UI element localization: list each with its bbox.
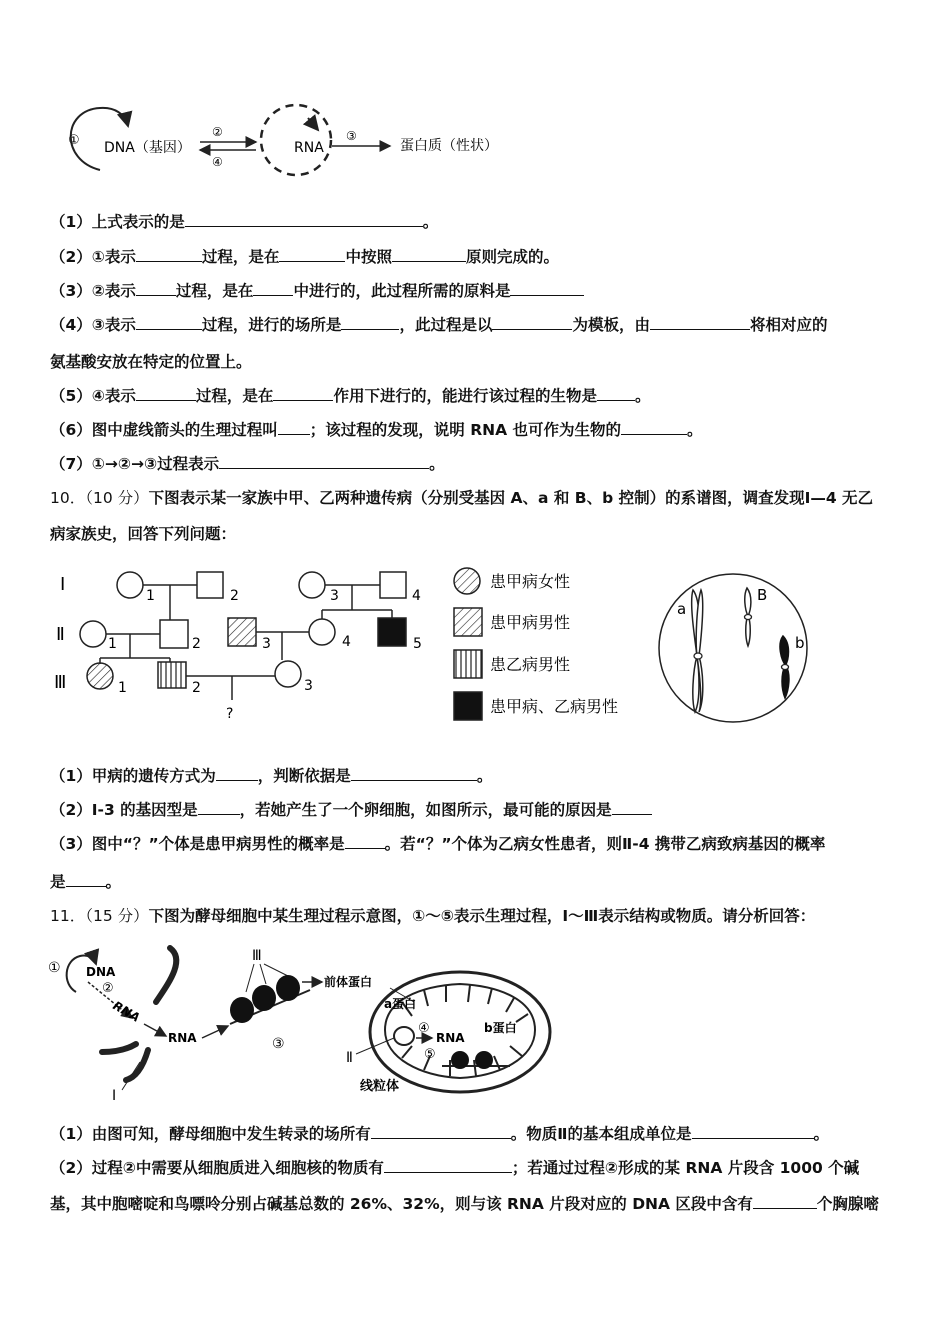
dna-gene-label: DNA（基因） xyxy=(104,140,191,156)
label-ii4: 4 xyxy=(342,634,351,650)
label-i1: 1 xyxy=(146,588,155,604)
pedigree-chart xyxy=(50,560,440,730)
circle-3: ③ xyxy=(272,1036,285,1052)
ribosome xyxy=(230,997,254,1023)
ribosome xyxy=(276,975,300,1001)
b-protein-label: b蛋白 xyxy=(484,1021,517,1035)
label-chromosome-a: a xyxy=(677,600,687,618)
rna-label: RNA xyxy=(294,140,324,156)
answer-blank[interactable] xyxy=(279,247,345,262)
individual-iii3 xyxy=(275,661,301,687)
mitochondrion-label: 线粒体 xyxy=(360,1079,400,1094)
answer-blank[interactable] xyxy=(66,872,106,887)
q9-part1: （1）上式表示的是 。 xyxy=(50,213,439,231)
circle-3-label: ③ xyxy=(346,129,357,143)
answer-blank[interactable] xyxy=(371,1124,511,1139)
mito-ribosome xyxy=(451,1051,469,1069)
q11-part2-continued: 基，其中胞嘧啶和鸟嘌呤分别占碱基总数的 26%、32%，则与该 RNA 片段对应的 DNA 区段中含有 个胸腺嘧 xyxy=(50,1195,879,1213)
generation-iii-label: Ⅲ xyxy=(54,672,67,693)
generation-ii-label: Ⅱ xyxy=(56,624,65,645)
nuclear-envelope xyxy=(156,948,176,1002)
mitochondrial-dna xyxy=(394,1027,414,1045)
answer-blank[interactable] xyxy=(278,420,310,435)
answer-blank[interactable] xyxy=(692,1124,814,1139)
individual-ii4 xyxy=(309,619,335,645)
legend-affected-female-a: 患甲病女性 xyxy=(490,572,571,591)
rna-replication-arrowhead xyxy=(308,118,318,130)
circle-1-label: ① xyxy=(68,133,80,148)
legend-affected-male-a: 患甲病男性 xyxy=(490,613,571,632)
answer-blank[interactable] xyxy=(136,386,196,401)
a-protein-label: a蛋白 xyxy=(384,997,417,1011)
individual-i1 xyxy=(117,572,143,598)
nuclear-envelope xyxy=(102,1044,136,1052)
q10-stem-line2: 病家族史，回答下列问题： xyxy=(50,525,237,543)
individual-ii3 xyxy=(228,618,256,646)
label-ii5: 5 xyxy=(413,636,422,652)
answer-blank[interactable] xyxy=(492,315,572,330)
label-chromosome-B: B xyxy=(757,586,768,604)
mrna-to-ribosome-arrow xyxy=(202,1026,228,1038)
answer-blank[interactable] xyxy=(753,1194,817,1209)
generation-i-label: Ⅰ xyxy=(60,574,66,595)
cytoplasm-rna-label: RNA xyxy=(168,1031,197,1045)
answer-blank[interactable] xyxy=(384,1158,512,1173)
nuclear-dna-label: DNA xyxy=(86,965,116,979)
q11-part1: （1）由图可知，酵母细胞中发生转录的场所有 。物质Ⅱ的基本组成单位是 。 xyxy=(50,1125,830,1143)
q10-part1: （1）甲病的遗传方式为 ，判断依据是 。 xyxy=(50,767,493,785)
q9-part4-continued: 氨基酸安放在特定的位置上。 xyxy=(50,353,252,371)
structure-i-label: Ⅰ xyxy=(112,1088,117,1100)
individual-iii1 xyxy=(87,663,113,689)
q10-part2: （2）Ⅰ-3 的基因型是 ，若她产生了一个卵细胞，如图所示，最可能的原因是 xyxy=(50,800,652,820)
label-iii1: 1 xyxy=(118,680,127,696)
legend-affected-male-b-symbol xyxy=(454,650,482,678)
individual-i3 xyxy=(299,572,325,598)
circle-1: ① xyxy=(48,960,61,976)
q9-part2: （2）①表示 过程，是在 中按照 原则完成的。 xyxy=(50,248,559,266)
pedigree-legend xyxy=(450,562,650,722)
nuclear-rna-label: RNA xyxy=(110,998,143,1025)
q9-part6: （6）图中虚线箭头的生理过程叫 ；该过程的发现，说明 RNA 也可作为生物的 。 xyxy=(50,421,703,439)
legend-affected-male-ab: 患甲病、乙病男性 xyxy=(490,697,619,716)
label-iii3: 3 xyxy=(304,678,313,694)
legend-affected-male-a-symbol xyxy=(454,608,482,636)
label-i2: 2 xyxy=(230,588,239,604)
individual-i4 xyxy=(380,572,406,598)
structure-iii-label: Ⅲ xyxy=(252,948,262,964)
label-ii2: 2 xyxy=(192,636,201,652)
central-dogma-diagram xyxy=(60,100,520,180)
circle-2: ② xyxy=(102,981,114,996)
answer-blank[interactable] xyxy=(597,386,635,401)
individual-ii2 xyxy=(160,620,188,648)
q9-part7: （7）①→②→③过程表示 。 xyxy=(50,455,445,473)
answer-blank[interactable] xyxy=(510,281,584,296)
centromere-a xyxy=(694,653,702,659)
q9-part4: （4）③表示 过程，进行的场所是 ，此过程是以 为模板，由 将相对应的 xyxy=(50,316,828,334)
individual-ii1 xyxy=(80,621,106,647)
answer-blank[interactable] xyxy=(136,315,202,330)
individual-ii5 xyxy=(378,618,406,646)
label-i4: 4 xyxy=(412,588,421,604)
legend-affected-female-a-symbol xyxy=(454,568,480,594)
q9-part5: （5）④表示 过程，是在 作用下进行的，能进行该过程的生物是 。 xyxy=(50,387,651,405)
circle-5: ⑤ xyxy=(424,1047,436,1062)
legend-affected-male-b: 患乙病男性 xyxy=(490,655,571,674)
label-ii3: 3 xyxy=(262,636,271,652)
answer-blank[interactable] xyxy=(621,420,687,435)
q10-part3-continued: 是 。 xyxy=(50,873,122,891)
yeast-cell-process-diagram xyxy=(40,940,560,1100)
export-arrow xyxy=(144,1024,166,1036)
precursor-protein-label: 前体蛋白 xyxy=(324,975,373,989)
label-i3: 3 xyxy=(330,588,339,604)
q11-stem: 11．（15 分）下图为酵母细胞中某生理过程示意图，①～⑤表示生理过程，Ⅰ～Ⅲ表示结构或物质。请分析回答： xyxy=(50,907,816,925)
ribosome xyxy=(252,985,276,1011)
structure-ii-label: Ⅱ xyxy=(346,1050,353,1066)
answer-blank[interactable] xyxy=(341,315,399,330)
answer-blank[interactable] xyxy=(185,212,423,227)
answer-blank[interactable] xyxy=(650,315,750,330)
answer-blank[interactable] xyxy=(253,281,293,296)
answer-blank[interactable] xyxy=(216,766,258,781)
answer-blank[interactable] xyxy=(351,766,477,781)
answer-blank[interactable] xyxy=(198,800,240,815)
centromere-b xyxy=(782,665,789,670)
mito-ribosome xyxy=(475,1051,493,1069)
answer-blank[interactable] xyxy=(392,247,466,262)
label-ii1: 1 xyxy=(108,636,117,652)
protein-trait-label: 蛋白质（性状） xyxy=(400,138,498,154)
answer-blank[interactable] xyxy=(136,247,202,262)
label-line xyxy=(246,964,254,992)
label-line xyxy=(264,964,288,976)
individual-iii2 xyxy=(158,662,186,688)
answer-blank[interactable] xyxy=(273,386,333,401)
circle-4-label: ④ xyxy=(212,155,223,169)
label-line xyxy=(260,964,266,984)
legend-affected-male-ab-symbol xyxy=(454,692,482,720)
q10-part3: （3）图中“？”个体是患甲病男性的概率是 。若“？”个体为乙病女性患者，则Ⅱ-4 携带乙病致病基因的概率 xyxy=(50,835,826,853)
nuclear-envelope xyxy=(126,1050,148,1080)
individual-i2 xyxy=(197,572,223,598)
answer-blank[interactable] xyxy=(612,800,652,815)
answer-blank[interactable] xyxy=(219,454,429,469)
answer-blank[interactable] xyxy=(345,834,385,849)
circle-2-label: ② xyxy=(212,125,223,139)
q10-stem-line1: 10．（10 分）下图表示某一家族中甲、乙两种遗传病（分别受基因 A、a 和 B、b 控制）的系谱图，调查发现Ⅰ—4 无乙 xyxy=(50,489,874,507)
answer-blank[interactable] xyxy=(136,281,176,296)
circle-4: ④ xyxy=(418,1021,430,1036)
q9-part3: （3）②表示 过程，是在 中进行的，此过程所需的原料是 xyxy=(50,281,584,301)
unknown-individual-label: ? xyxy=(226,706,234,722)
egg-cell-chromosome-diagram xyxy=(655,570,815,730)
centromere-B xyxy=(745,615,752,620)
q11-part2: （2）过程②中需要从细胞质进入细胞核的物质有 ；若通过过程②形成的某 RNA 片段含 1000 个碱 xyxy=(50,1159,860,1177)
label-chromosome-b: b xyxy=(795,634,805,652)
label-iii2: 2 xyxy=(192,680,201,696)
mito-rna-label: RNA xyxy=(436,1031,465,1045)
